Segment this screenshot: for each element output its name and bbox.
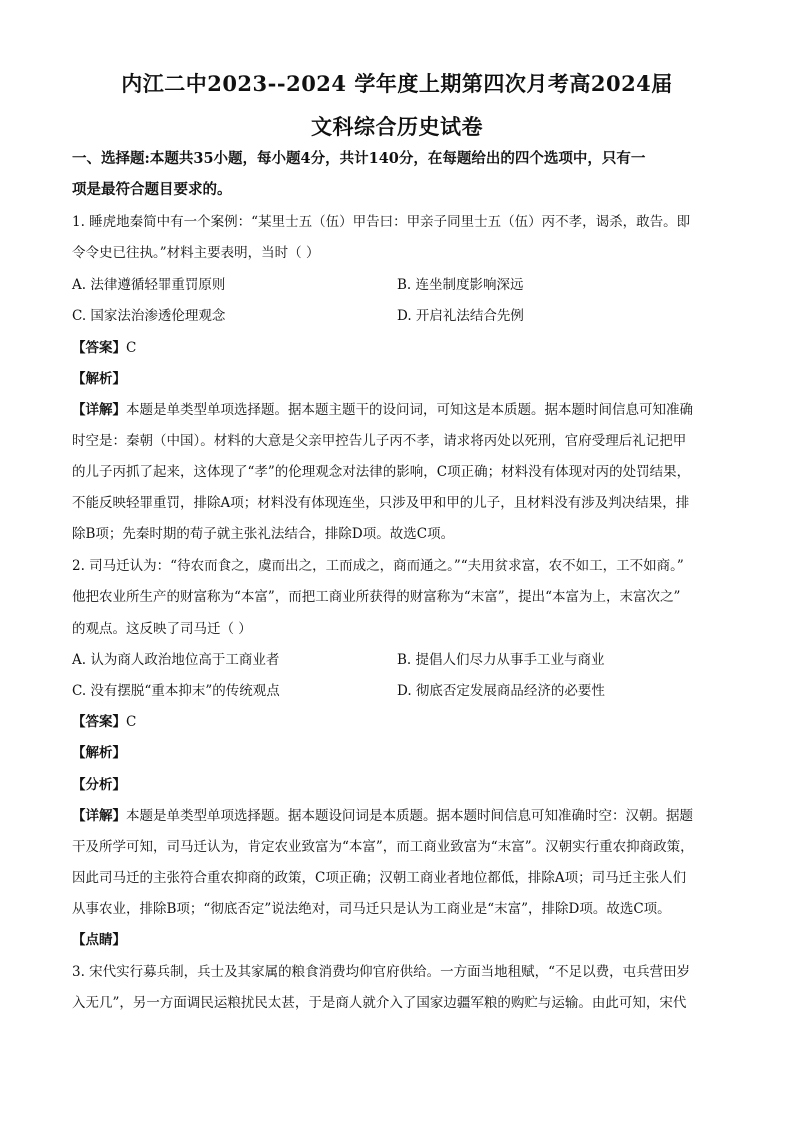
- q1-detail: [72, 401, 732, 419]
- q1-detail-line2: 时空是：秦朝（中国）。材料的大意是父亲甲控告儿子丙不孝，请求将丙处以死刑，官府受理后礼记把甲: [72, 433, 687, 449]
- section-instruction: 一、选择题:本题共35小题，每小题4分，共计140分，在每题给出的四个选项中，只有一: [72, 150, 646, 167]
- answer-tag: 【答案】: [72, 340, 126, 356]
- q3-stem-cont: 入无几”，另一方面调民运粮扰民太甚，于是商人就介入了国家边疆军粮的购贮与运输。由此可知，宋代: [72, 995, 687, 1011]
- q2-answer: [72, 713, 732, 731]
- q1-option-d: D. 开启礼法结合先例: [397, 308, 524, 324]
- dianjing-tag: 【点睛】: [72, 932, 126, 948]
- q2-fenxi-tag: [72, 776, 732, 794]
- fenxi-tag: 【分析】: [72, 777, 126, 793]
- q1-analysis-tag: [72, 370, 732, 388]
- answer-value: C: [126, 714, 137, 730]
- q2-stem-cont: 他把农业所生产的财富称为“本富”，而把工商业所获得的财富称为“末富”，提出“本富为上，末富次之”: [72, 589, 681, 605]
- q1-option-b: B. 连坐制度影响深远: [397, 277, 524, 293]
- q2-option-c: C. 没有摆脱“重本抑末”的传统观点: [72, 683, 280, 699]
- exam-subtitle: 文科综合历史试卷: [311, 114, 483, 139]
- q2-option-d: D. 彻底否定发展商品经济的必要性: [397, 683, 605, 699]
- q2-detail-line2: 干及所学可知，司马迁认为，肯定农业致富为“本富”，而工商业致富为“末富”。汉朝实行重农抑商政策，: [72, 839, 694, 855]
- q1-detail-line4: 不能反映轻罪重罚，排除A项；材料没有体现连坐，只涉及甲和甲的儿子，且材料没有涉及判决结果，排: [72, 495, 690, 511]
- q1-stem-cont: 令令史已往执。”材料主要表明，当时（ ）: [72, 245, 320, 261]
- q2-option-a: A. 认为商人政治地位高于工商业者: [72, 652, 280, 668]
- analysis-tag: 【解析】: [72, 745, 126, 761]
- detail-tag: 【详解】: [72, 808, 126, 824]
- section-instruction-cont: 项是最符合题目要求的。: [72, 181, 232, 198]
- q2-dianjing-tag: [72, 931, 732, 949]
- q2-analysis-tag: [72, 744, 732, 762]
- q1-answer: [72, 339, 732, 357]
- answer-tag: 【答案】: [72, 714, 126, 730]
- q2-stem: 2. 司马迁认为：“待农而食之，虞而出之，工而成之，商而通之。”“夫用贫求富，农不如工，工不如商。”: [72, 558, 684, 574]
- q2-option-b: B. 提倡人们尽力从事手工业与商业: [397, 652, 605, 668]
- detail-text: 本题是单类型单项选择题。据本题设问词是本质题。据本题时间信息可知准确时空：汉朝。据题: [126, 808, 693, 824]
- q2-detail-line4: 从事农业，排除B项；“彻底否定”说法绝对，司马迁只是认为工商业是“末富”，排除D项。故选C项。: [72, 901, 671, 917]
- detail-tag: 【详解】: [72, 402, 126, 418]
- q1-option-a: A. 法律遵循轻罪重罚原则: [72, 277, 226, 293]
- q3-stem: 3. 宋代实行募兵制，兵士及其家属的粮食消费均仰官府供给。一方面当地租赋，“不足以费，屯兵营田岁: [72, 964, 691, 980]
- q1-option-c: C. 国家法治渗透伦理观念: [72, 308, 226, 324]
- q1-stem: 1. 睡虎地秦简中有一个案例：“某里士五（伍）甲告曰：甲亲子同里士五（伍）丙不孝，谒杀，敢告。即: [72, 214, 691, 230]
- q2-detail: [72, 807, 732, 825]
- q1-detail-line5: 除B项；先秦时期的荀子就主张礼法结合，排除D项。故选C项。: [72, 526, 455, 542]
- q2-detail-line3: 因此司马迁的主张符合重农抑商的政策，C项正确；汉朝工商业者地位都低，排除A项；司马迁主张人们: [72, 870, 687, 886]
- answer-value: C: [126, 340, 137, 356]
- analysis-tag: 【解析】: [72, 371, 126, 387]
- detail-text: 本题是单类型单项选择题。据本题主题干的设问词，可知这是本质题。据本题时间信息可知准确: [126, 402, 693, 418]
- q1-detail-line3: 的儿子丙抓了起来，这体现了“孝”的伦理观念对法律的影响，C项正确；材料没有体现对丙的处罚结果，: [72, 464, 691, 480]
- exam-title: 内江二中2023--2024 学年度上期第四次月考高2024届: [121, 71, 673, 96]
- q2-stem-cont2: 的观点。这反映了司马迁（ ）: [72, 621, 252, 637]
